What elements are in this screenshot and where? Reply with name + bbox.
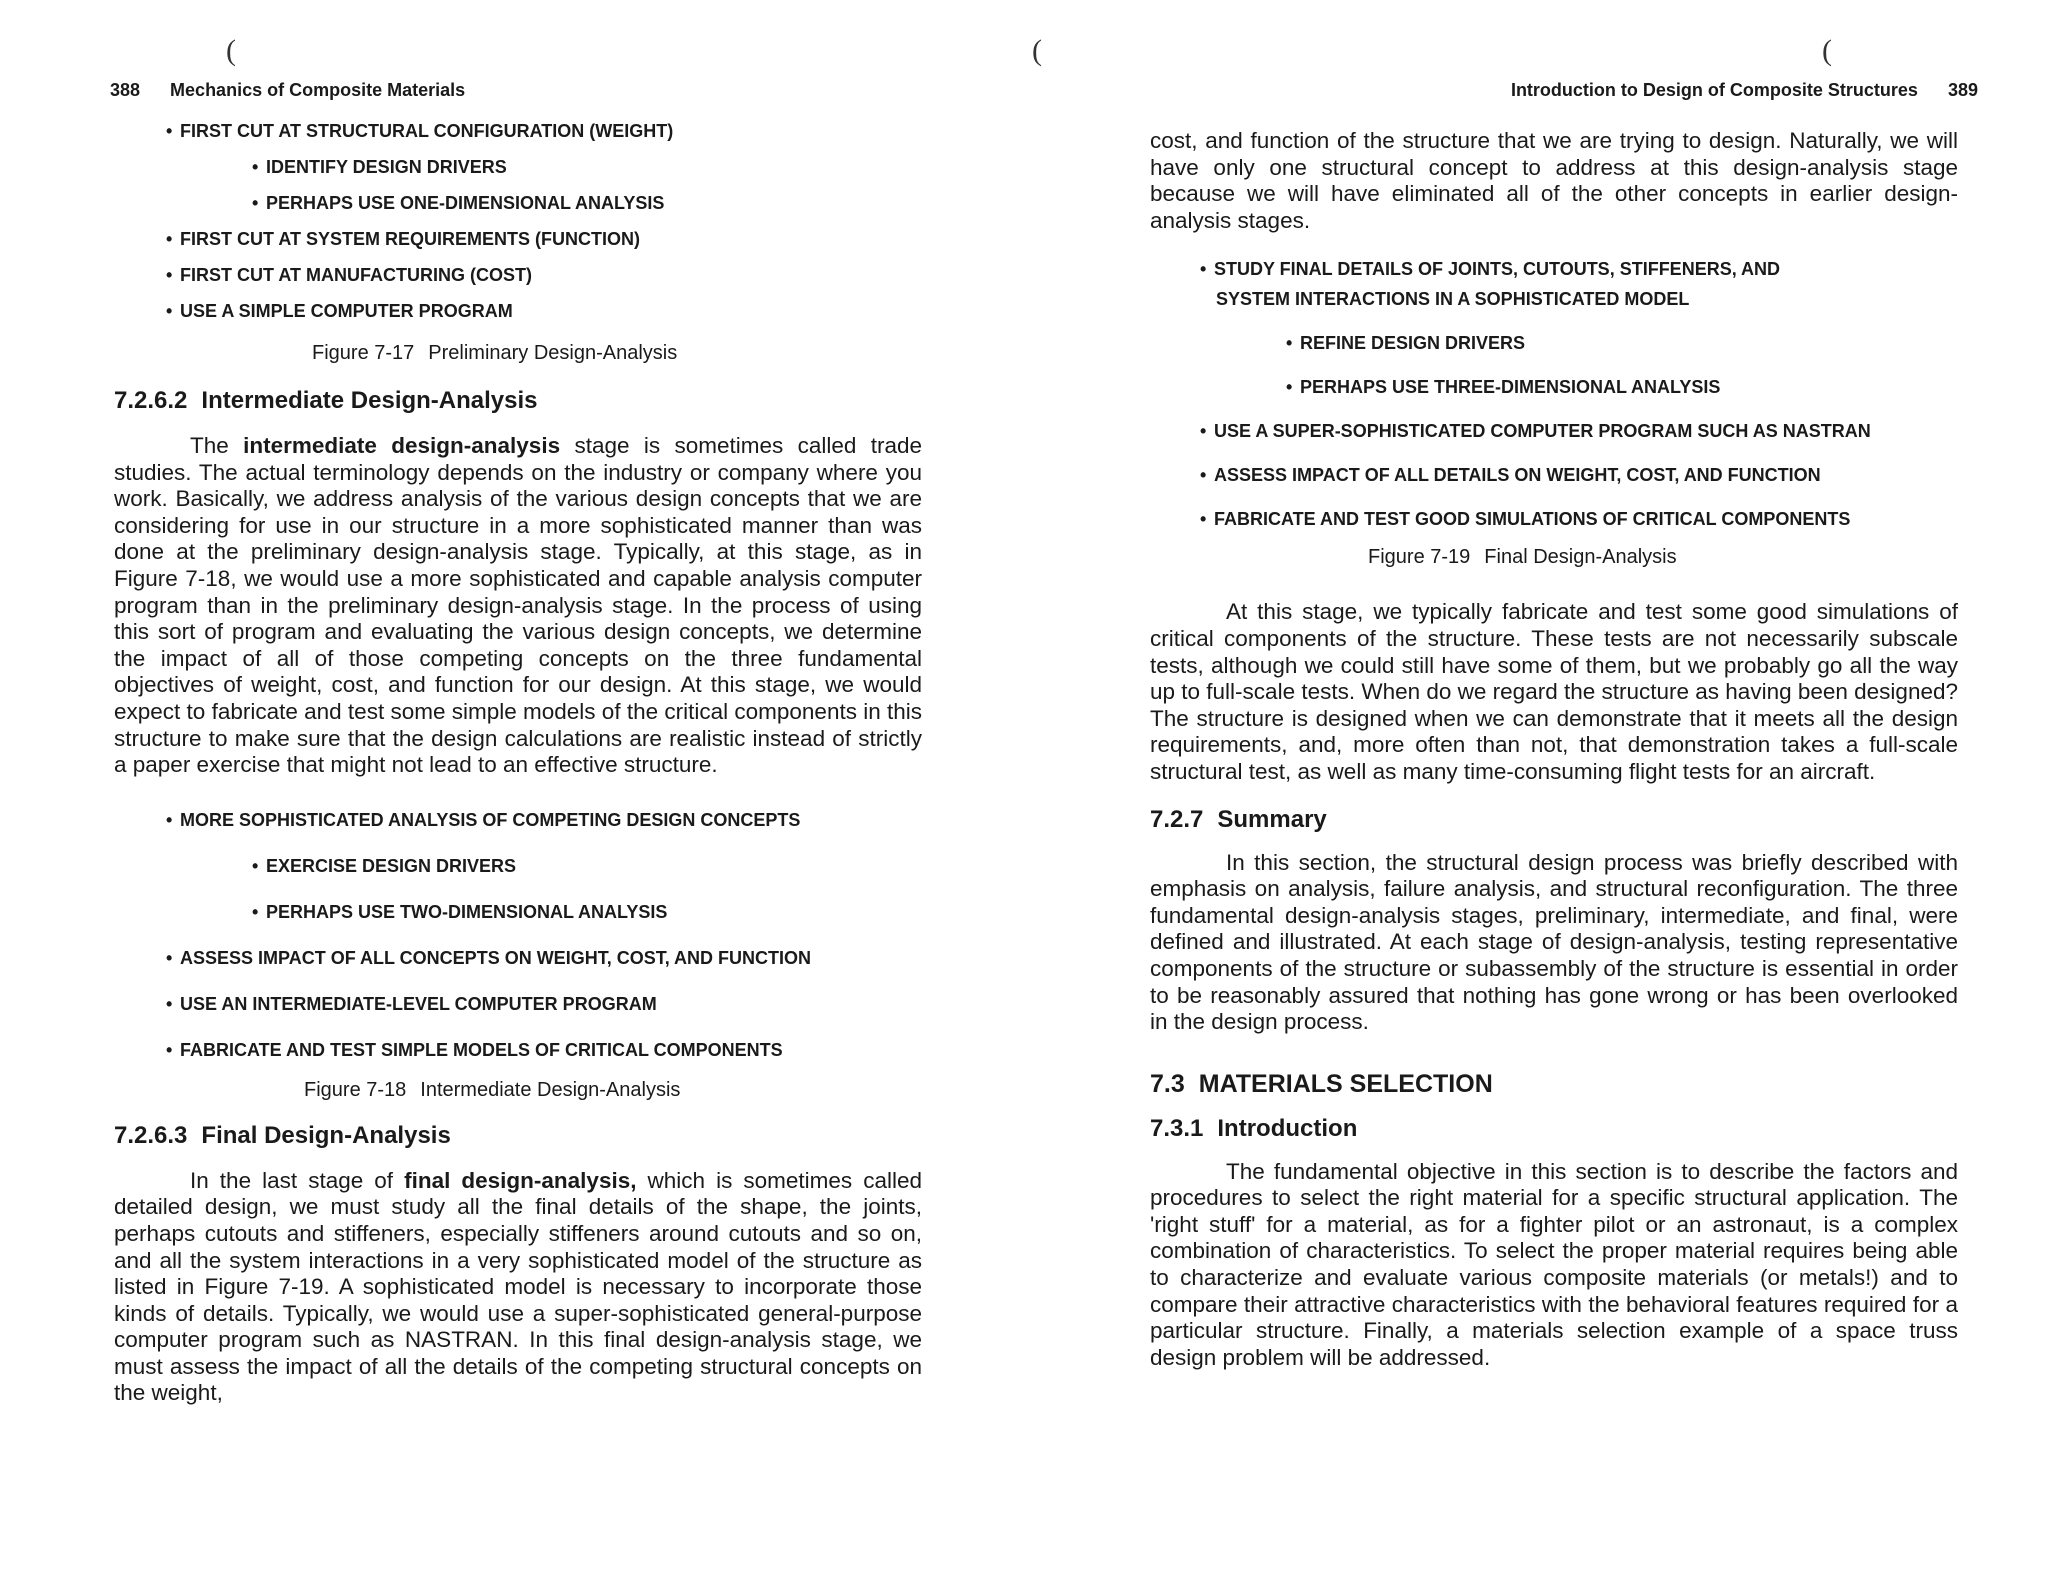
figure-item: • PERHAPS USE THREE-DIMENSIONAL ANALYSIS <box>1286 377 1721 398</box>
figure-item: • REFINE DESIGN DRIVERS <box>1286 333 1526 354</box>
body-paragraph: At this stage, we typically fabricate and test some good simulations of critical components of the structure. These tests are not necessarily subscale tests, although we could still have some of them, but we probably go all the way up to full-scale tests. When do we regard the structure as having been designed? The structure is designed when we can demonstrate that it meets all the design requirements, and, more often than not, that demonstration takes a full-scale structural test, as well as many time-consuming flight tests for an aircraft. <box>1150 599 1958 784</box>
body-paragraph: The intermediate design-analysis stage is sometimes called trade studies. The actual terminology depends on the industry or company where you work. Basically, we address analysis of the various design concepts that we are considering for use in our structure in a more sophisticated manner than was done at the preliminary design-analysis stage. Typically, at this stage, as in Figure 7-18, we would use a more sophisticated and capable analysis computer program than in the preliminary design-analysis stage. In the process of using this sort of program and evaluating the various design concepts, we determine the impact of all of those competing concepts on the three fundamental objectives of weight, cost, and function for our design. At this stage, we would expect to fabricate and test some simple models of the critical components in this structure to make sure that the design calculations are realistic instead of strictly a paper exercise that might not lead to an effective structure. <box>114 433 922 778</box>
figure-item: • USE AN INTERMEDIATE-LEVEL COMPUTER PROGRAM <box>166 993 657 1014</box>
figure-7-18 <box>114 809 922 1102</box>
figure-item: • FIRST CUT AT MANUFACTURING (COST) <box>166 265 532 285</box>
body-paragraph: cost, and function of the structure that we are trying to design. Naturally, we will have only one structural concept to address at this design-analysis stage because we will have eliminated all of the other concepts in earlier design-analysis stages. <box>1150 128 1958 233</box>
section-heading: 7.2.7 Summary <box>1150 805 1327 833</box>
section-heading: 7.2.6.2 Intermediate Design-Analysis <box>114 387 538 414</box>
figure-item-continuation: SYSTEM INTERACTIONS IN A SOPHISTICATED MODEL <box>1216 289 1690 310</box>
figure-item: • FIRST CUT AT SYSTEM REQUIREMENTS (FUNCTION) <box>166 229 640 249</box>
figure-item: • IDENTIFY DESIGN DRIVERS <box>252 157 507 177</box>
figure-7-17 <box>114 120 922 365</box>
figure-item: • FABRICATE AND TEST SIMPLE MODELS OF CRITICAL COMPONENTS <box>166 1039 783 1060</box>
scan-mark: ( <box>1822 34 1832 67</box>
figure-item: • FABRICATE AND TEST GOOD SIMULATIONS OF CRITICAL COMPONENTS <box>1200 509 1851 530</box>
figure-item: • USE A SIMPLE COMPUTER PROGRAM <box>166 301 513 321</box>
body-paragraph: In the last stage of final design-analysis, which is sometimes called detailed design, we must study all the final details of the shape, the joints, perhaps cutouts and stiffeners, especially stiffeners around cutouts and so on, and all the system interactions in a very sophisticated model of the structure as listed in Figure 7-19. A sophisticated model is necessary to incorporate those kinds of details. Typically, we would use a super-sophisticated general-purpose computer program such as NASTRAN. In this final design-analysis stage, we must assess the impact of all the details of the competing structural concepts on the weight, <box>114 1167 923 1406</box>
scan-mark: ( <box>1032 34 1042 67</box>
figure-item: • MORE SOPHISTICATED ANALYSIS OF COMPETING DESIGN CONCEPTS <box>166 809 801 830</box>
section-heading: 7.3 MATERIALS SELECTION <box>1150 1069 1493 1098</box>
page-number: 388 <box>110 80 141 100</box>
right-page <box>1024 0 2048 1582</box>
left-column <box>114 116 922 1407</box>
figure-item: • EXERCISE DESIGN DRIVERS <box>252 855 517 876</box>
running-head-left <box>110 80 465 101</box>
section-heading: 7.2.6.3 Final Design-Analysis <box>114 1121 451 1149</box>
scan-mark: ( <box>226 34 236 67</box>
running-title: Introduction to Design of Composite Structures <box>1510 80 1918 100</box>
body-paragraph: The fundamental objective in this section is to describe the factors and procedures to select the right material for a specific structural application. The 'right stuff' for a material, as for a fighter pilot or an astronaut, is a complex combination of characteristics. To select the proper material requires being able to characterize and evaluate various composite materials (or metals!) and to compare their attractive characteristics with the behavioral features required for a particular structure. Finally, a materials selection example of a space truss design problem will be addressed. <box>1150 1158 1958 1370</box>
figure-item: • ASSESS IMPACT OF ALL CONCEPTS ON WEIGHT, COST, AND FUNCTION <box>166 947 812 968</box>
body-paragraph: In this section, the structural design process was briefly described with emphasis on analysis, failure analysis, and structural reconfiguration. The three fundamental design-analysis stages, preliminary, intermediate, and final, were defined and illustrated. At each stage of design-analysis, testing representative components of the structure or subassembly of the structure is essential in order to be reasonably assured that nothing has gone wrong or has been overlooked in the design process. <box>1150 849 1958 1035</box>
running-title: Mechanics of Composite Materials <box>170 80 466 100</box>
figure-item: • FIRST CUT AT STRUCTURAL CONFIGURATION (WEIGHT) <box>166 121 674 141</box>
right-column <box>1150 128 1958 1371</box>
figure-item: • PERHAPS USE ONE-DIMENSIONAL ANALYSIS <box>252 193 665 213</box>
figure-item: • USE A SUPER-SOPHISTICATED COMPUTER PROGRAM SUCH AS NASTRAN <box>1200 421 1871 442</box>
section-heading: 7.3.1 Introduction <box>1150 1114 1358 1142</box>
figure-item: • ASSESS IMPACT OF ALL DETAILS ON WEIGHT, COST, AND FUNCTION <box>1200 465 1821 486</box>
figure-item: • PERHAPS USE TWO-DIMENSIONAL ANALYSIS <box>252 901 668 922</box>
running-head-right <box>1511 80 1978 101</box>
page-number: 389 <box>1947 80 1978 100</box>
figure-item: • STUDY FINAL DETAILS OF JOINTS, CUTOUTS, STIFFENERS, AND <box>1200 259 1781 280</box>
figure-caption: Figure 7-17 Preliminary Design-Analysis <box>312 342 678 364</box>
figure-caption: Figure 7-19 Final Design-Analysis <box>1368 546 1677 569</box>
figure-7-19 <box>1150 258 1958 569</box>
figure-caption: Figure 7-18 Intermediate Design-Analysis <box>304 1078 681 1101</box>
